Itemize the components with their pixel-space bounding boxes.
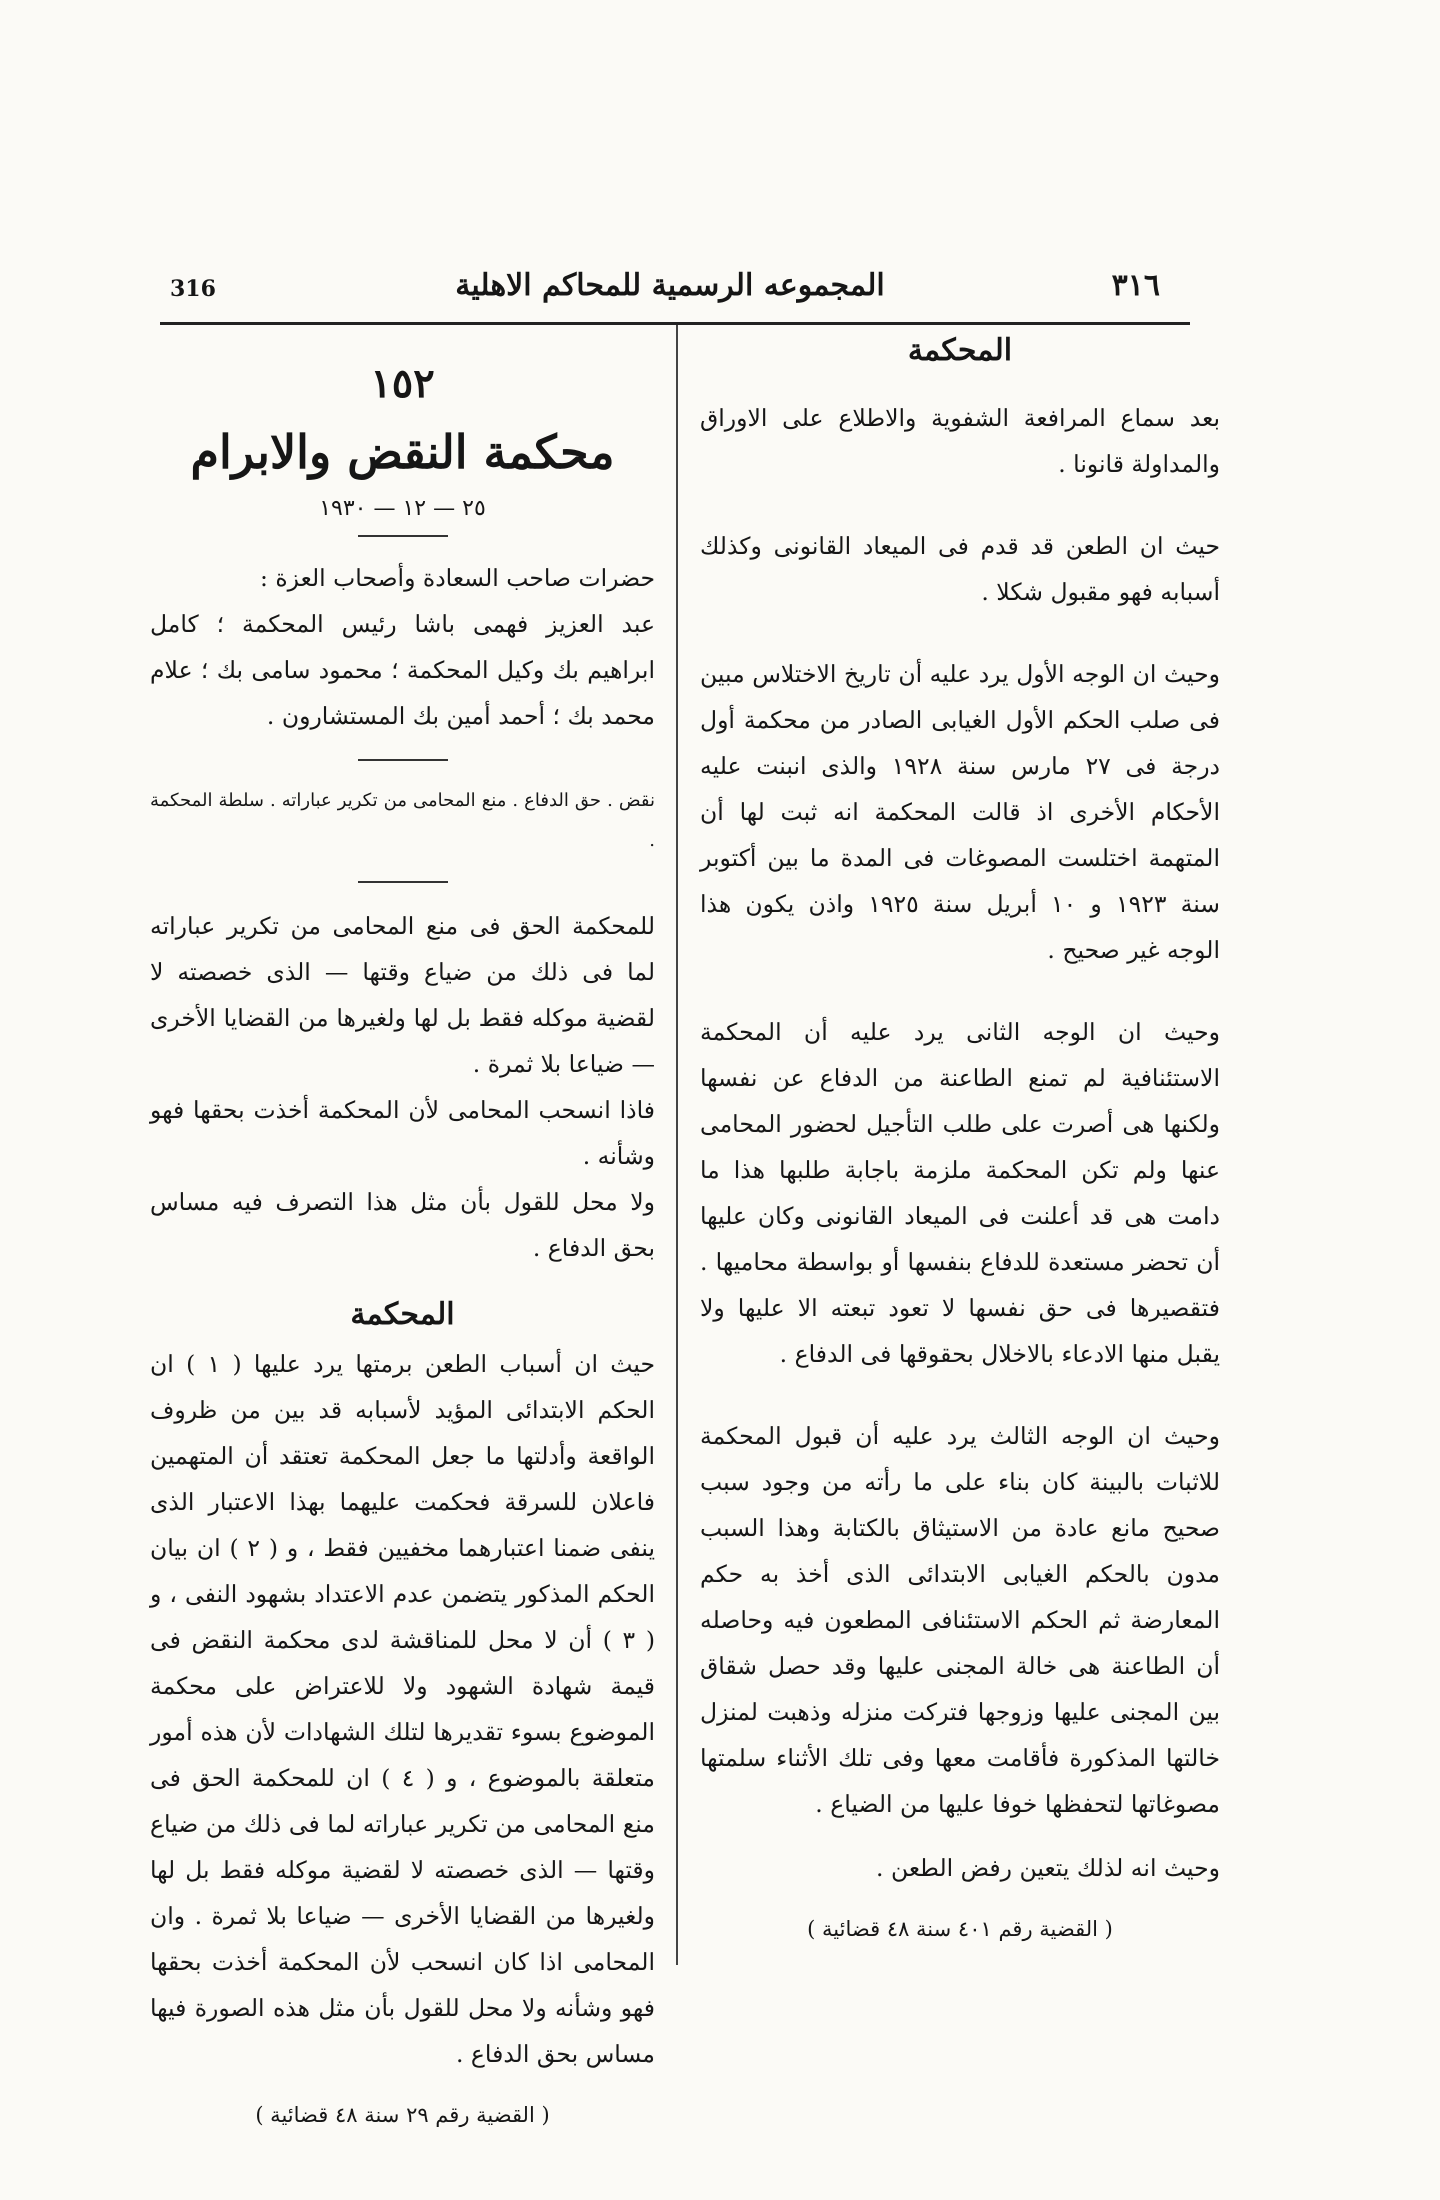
paragraph: وحيث ان الوجه الثالث يرد عليه أن قبول المحكمة للاثبات بالبينة كان بناء على ما رأته من وجود سبب صحيح مانع عادة من الاستيثاق بالكتابة وهذا السبب مدون بالحكم الغيابى الابتدائى الذى أخذ به حكم المعارضة ثم الحكم الاستئنافى المطعون فيه وحاصله أن الطاعنة هى خالة المجنى عليها وقد حصل شقاق بين المجنى عليها وزوجها فتركت منزله وذهبت لمنزل خالتها المذكورة فأقامت معها وفى تلك الأثناء سلمتها مصوغاتها لتحفظها خوفا عليها من الضياع .	[700, 1422, 1220, 1818]
paragraph: حيث ان الطعن قد قدم فى الميعاد القانونى وكذلك أسبابه فهو مقبول شكلا .	[700, 532, 1220, 606]
section-heading: المحكمة	[350, 1297, 455, 1332]
court-name: محكمة النقض والابرام	[190, 425, 615, 479]
case-reference: ( القضية رقم ٢٩ سنة ٤٨ قضائية )	[255, 2103, 550, 2127]
divider	[358, 881, 448, 883]
judges-intro: حضرات صاحب السعادة وأصحاب العزة :	[259, 564, 655, 592]
paragraph: حيث ان أسباب الطعن برمتها يرد عليها ( ١ ) ان الحكم الابتدائى المؤيد لأسبابه قد بين من ظروف الواقعة وأدلتها ما جعل المحكمة تعتقد أن المتهمين فاعلان للسرقة فحكمت عليهما بهذا الاعتبار الذى ينفى ضمنا اعتبارهما مخفيين فقط ، و ( ٢ ) ان بيان الحكم المذكور يتضمن عدم الاعتداد بشهود النفى ، و ( ٣ ) أن لا محل للمناقشة لدى محكمة النقض فى قيمة شهادة الشهود ولا للاعتراض على محكمة الموضوع بسوء تقديرها لتلك الشهادات لأن هذه أمور متعلقة بالموضوع ، و ( ٤ ) ان للمحكمة الحق فى منع المحامى من تكرير عباراته لما فى ذلك من ضياع وقتها — الذى خصصته لا لقضية موكله فقط بل لها ولغيرها من القضايا الأخرى — ضياعا بلا ثمرة . وان المحامى اذا كان انسحب لأن المحكمة أخذت بحقها فهو وشأنه ولا محل للقول بأن مثل هذه الصورة فيها مساس بحق الدفاع .	[150, 1350, 656, 2068]
case-reference: ( القضية رقم ٤٠١ سنة ٤٨ قضائية )	[807, 1917, 1113, 1941]
legal-principle: ولا محل للقول بأن مثل هذا التصرف فيه مساس بحق الدفاع .	[150, 1188, 655, 1262]
ruling-date: ٢٥ — ١٢ — ١٩٣٠	[319, 496, 486, 521]
case-number: ١٥٢	[370, 360, 435, 407]
left-column	[150, 325, 655, 2135]
legal-principle: للمحكمة الحق فى منع المحامى من تكرير عباراته لما فى ذلك من ضياع وقتها — الذى خصصته لا لقضية موكله فقط بل لها ولغيرها من القضايا الأخرى — ضياعا بلا ثمرة .	[150, 912, 655, 1078]
column-divider	[676, 325, 678, 1965]
section-heading: المحكمة	[907, 333, 1013, 368]
judges-list: عبد العزيز فهمى باشا رئيس المحكمة ؛ كامل ابراهيم بك وكيل المحكمة ؛ محمود سامى بك ؛ علام محمد بك ؛ أحمد أمين بك المستشارون .	[150, 610, 655, 730]
divider	[358, 759, 448, 761]
summary-keywords: نقض . حق الدفاع . منع المحامى من تكرير عباراته . سلطة المحكمة .	[150, 790, 655, 851]
page-number-latin: 316	[170, 276, 216, 302]
paragraph: وحيث انه لذلك يتعين رفض الطعن .	[876, 1854, 1220, 1882]
page-header	[150, 262, 1190, 322]
paragraph: وحيث ان الوجه الأول يرد عليه أن تاريخ الاختلاس مبين فى صلب الحكم الأول الغيابى الصادر من محكمة أول درجة فى ٢٧ مارس سنة ١٩٢٨ والذى انبنت عليه الأحكام الأخرى اذ قالت المحكمة انه ثبت لها أن المتهمة اختلست المصوغات فى المدة ما بين أكتوبر سنة ١٩٢٣ و ١٠ أبريل سنة ١٩٢٥ واذن يكون هذا الوجه غير صحيح .	[700, 660, 1221, 964]
divider	[358, 535, 448, 537]
paragraph: وحيث ان الوجه الثانى يرد عليه أن المحكمة الاستئنافية لم تمنع الطاعنة من الدفاع عن نفسها ولكنها هى أصرت على طلب التأجيل لحضور المحامى عنها ولم تكن المحكمة ملزمة باجابة طلبها هذا ما دامت هى قد أعلنت فى الميعاد القانونى وكان عليها أن تحضر مستعدة للدفاع بنفسها أو بواسطة محاميها . فتقصيرها فى حق نفسها لا تعود تبعته الا عليها ولا يقبل منها الادعاء بالاخلال بحقوقها فى الدفاع .	[700, 1018, 1220, 1368]
running-title: المجموعه الرسمية للمحاكم الاهلية	[455, 268, 885, 303]
right-column	[700, 325, 1220, 1949]
legal-principle: فاذا انسحب المحامى لأن المحكمة أخذت بحقها فهو وشأنه .	[150, 1096, 655, 1170]
page-number-arabic: ٣١٦	[1111, 268, 1160, 303]
paragraph: بعد سماع المرافعة الشفوية والاطلاع على الاوراق والمداولة قانونا .	[700, 404, 1220, 478]
